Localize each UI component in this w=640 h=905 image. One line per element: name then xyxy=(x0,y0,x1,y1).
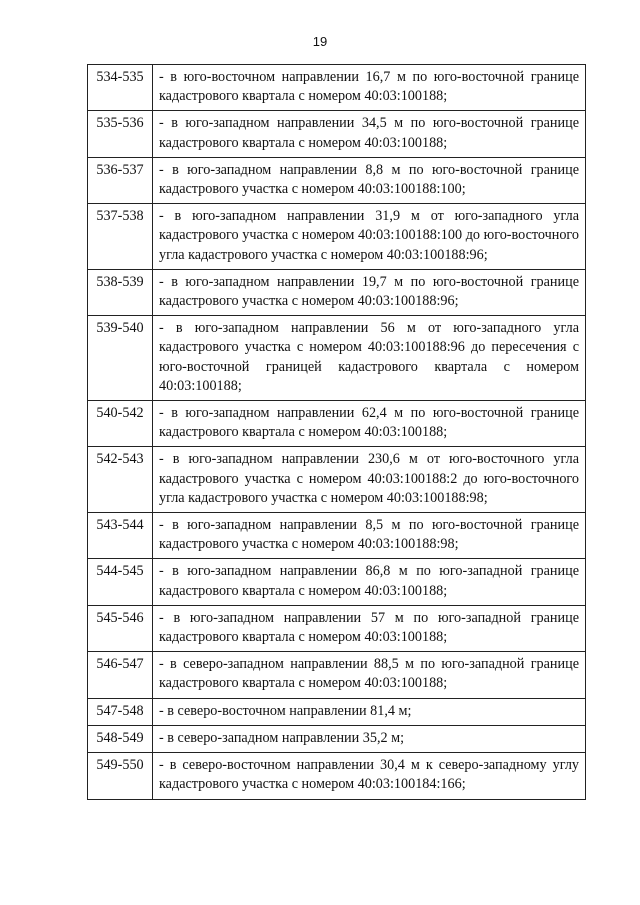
description-cell: - в юго-восточном направлении 16,7 м по юго-восточной границе кадастрового квартала с номером 40:03:100188; xyxy=(153,65,586,111)
description-cell: - в юго-западном направлении 230,6 м от юго-восточного угла кадастрового участка с номером 40:03:100188:2 до юго-восточного угла кадастрового участка с номером 40:03:100188:98; xyxy=(153,447,586,513)
description-cell: - в северо-восточном направлении 30,4 м к северо-западному углу кадастрового участка с номером 40:03:100184:166; xyxy=(153,753,586,799)
segment-cell: 548-549 xyxy=(88,725,153,752)
table-row xyxy=(88,65,586,111)
table-row xyxy=(88,513,586,559)
boundary-table xyxy=(87,64,586,800)
description-cell: - в юго-западном направлении 8,5 м по юго-восточной границе кадастрового участка с номером 40:03:100188:98; xyxy=(153,513,586,559)
table-row xyxy=(88,447,586,513)
table-row xyxy=(88,605,586,651)
table-row xyxy=(88,725,586,752)
description-cell: - в юго-западном направлении 57 м по юго-западной границе кадастрового квартала с номером 40:03:100188; xyxy=(153,605,586,651)
page-number: 19 xyxy=(312,34,328,49)
table-row xyxy=(88,698,586,725)
segment-cell: 546-547 xyxy=(88,652,153,698)
description-cell: - в юго-западном направлении 62,4 м по юго-восточной границе кадастрового квартала с номером 40:03:100188; xyxy=(153,401,586,447)
description-cell: - в северо-западном направлении 35,2 м; xyxy=(153,725,586,752)
segment-cell: 536-537 xyxy=(88,157,153,203)
description-cell: - в юго-западном направлении 86,8 м по юго-западной границе кадастрового квартала с номером 40:03:100188; xyxy=(153,559,586,605)
description-cell: - в юго-западном направлении 56 м от юго-западного угла кадастрового участка с номером 40:03:100188:96 до пересечения с юго-восточной границей кадастрового квартала с номером 40:03:100188; xyxy=(153,316,586,401)
segment-cell: 547-548 xyxy=(88,698,153,725)
segment-cell: 538-539 xyxy=(88,269,153,315)
segment-cell: 539-540 xyxy=(88,316,153,401)
segment-cell: 543-544 xyxy=(88,513,153,559)
table-row xyxy=(88,111,586,157)
segment-cell: 540-542 xyxy=(88,401,153,447)
boundary-table-body xyxy=(88,65,586,800)
description-cell: - в северо-западном направлении 88,5 м по юго-западной границе кадастрового квартала с номером 40:03:100188; xyxy=(153,652,586,698)
table-row xyxy=(88,559,586,605)
segment-cell: 534-535 xyxy=(88,65,153,111)
description-cell: - в юго-западном направлении 19,7 м по юго-восточной границе кадастрового участка с номером 40:03:100188:96; xyxy=(153,269,586,315)
table-row xyxy=(88,753,586,799)
table-row xyxy=(88,652,586,698)
segment-cell: 549-550 xyxy=(88,753,153,799)
segment-cell: 537-538 xyxy=(88,204,153,270)
table-row xyxy=(88,316,586,401)
description-cell: - в юго-западном направлении 8,8 м по юго-восточной границе кадастрового участка с номером 40:03:100188:100; xyxy=(153,157,586,203)
description-cell: - в юго-западном направлении 34,5 м по юго-восточной границе кадастрового квартала с номером 40:03:100188; xyxy=(153,111,586,157)
segment-cell: 544-545 xyxy=(88,559,153,605)
description-cell: - в юго-западном направлении 31,9 м от юго-западного угла кадастрового участка с номером 40:03:100188:100 до юго-восточного угла кадастрового участка с номером 40:03:100188:96; xyxy=(153,204,586,270)
table-row xyxy=(88,269,586,315)
table-row xyxy=(88,157,586,203)
segment-cell: 545-546 xyxy=(88,605,153,651)
description-cell: - в северо-восточном направлении 81,4 м; xyxy=(153,698,586,725)
segment-cell: 535-536 xyxy=(88,111,153,157)
table-row xyxy=(88,204,586,270)
table-row xyxy=(88,401,586,447)
segment-cell: 542-543 xyxy=(88,447,153,513)
